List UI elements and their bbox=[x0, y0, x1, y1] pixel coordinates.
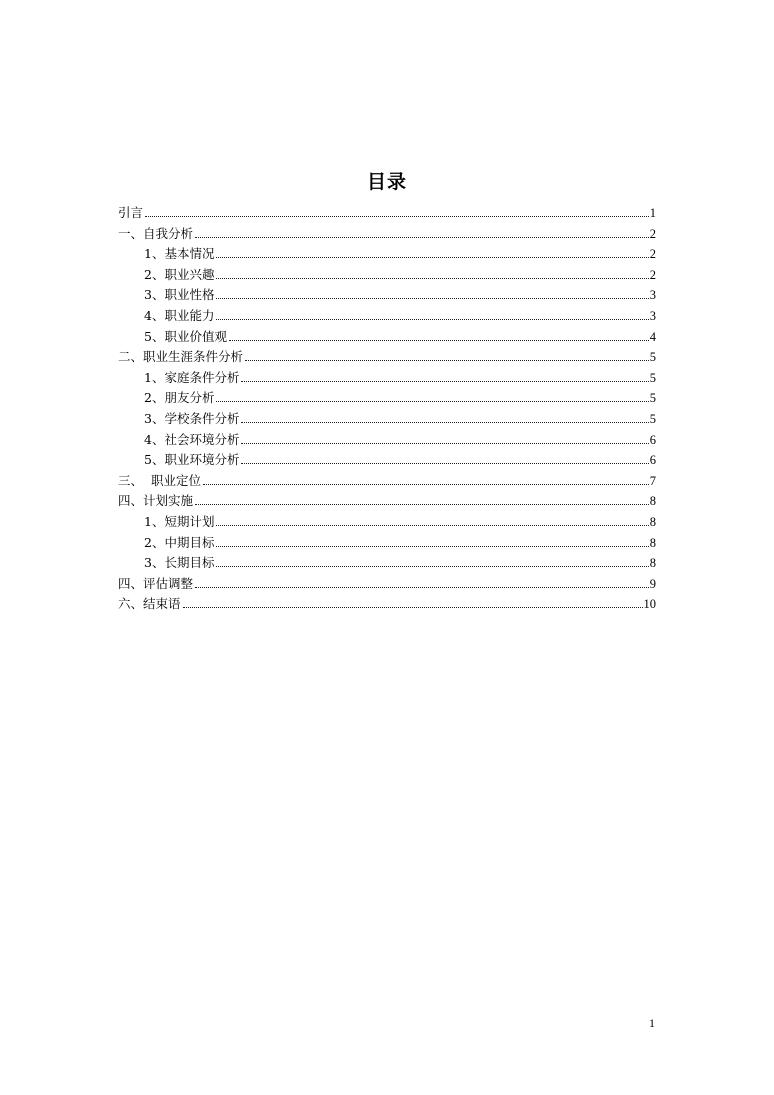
toc-entry-page: 3 bbox=[649, 288, 656, 303]
toc-entry-page: 2 bbox=[649, 267, 656, 282]
toc-entry[interactable] bbox=[118, 306, 656, 327]
toc-entry-label: 2、中期目标 bbox=[144, 534, 215, 550]
toc-dot-leader bbox=[229, 339, 649, 341]
toc-entry[interactable] bbox=[118, 594, 656, 615]
toc-dot-leader bbox=[216, 565, 648, 567]
toc-entry-label: 三、 职业定位 bbox=[118, 472, 201, 488]
toc-entry[interactable] bbox=[118, 327, 656, 348]
toc-dot-leader bbox=[241, 421, 648, 423]
toc-entry-page: 8 bbox=[649, 556, 656, 571]
toc-entry-page: 2 bbox=[649, 226, 656, 241]
toc-entry[interactable] bbox=[118, 553, 656, 574]
toc-entry-label: 四、评估调整 bbox=[118, 575, 194, 591]
toc-dot-leader bbox=[216, 400, 648, 402]
toc-entry-label: 引言 bbox=[118, 205, 144, 220]
toc-entry-page: 7 bbox=[649, 473, 656, 488]
toc-entry-label: 1、家庭条件分析 bbox=[144, 369, 240, 385]
toc-entry-label: 2、朋友分析 bbox=[144, 390, 215, 406]
toc-dot-leader bbox=[216, 524, 648, 526]
toc-dot-leader bbox=[241, 380, 648, 382]
toc-entry-page: 6 bbox=[649, 453, 656, 468]
toc-entry-page: 2 bbox=[649, 247, 656, 262]
toc-entry[interactable] bbox=[118, 244, 656, 265]
toc-entry[interactable] bbox=[118, 265, 656, 286]
toc-entry-page: 8 bbox=[649, 514, 656, 529]
toc-entry[interactable] bbox=[118, 430, 656, 451]
toc-entry[interactable] bbox=[118, 203, 656, 224]
toc-entry-label: 3、职业性格 bbox=[144, 287, 215, 303]
toc-entry-label: 四、计划实施 bbox=[118, 493, 194, 509]
toc-entry-label: 4、职业能力 bbox=[144, 307, 215, 323]
toc-entry[interactable] bbox=[118, 574, 656, 595]
toc-entry-label: 3、学校条件分析 bbox=[144, 410, 240, 426]
toc-dot-leader bbox=[195, 236, 649, 238]
toc-entry-label: 3、长期目标 bbox=[144, 555, 215, 571]
toc-entry-page: 5 bbox=[649, 411, 656, 426]
toc-entry[interactable] bbox=[118, 512, 656, 533]
toc-entry-page: 5 bbox=[649, 391, 656, 406]
toc-entry-page: 9 bbox=[649, 576, 656, 591]
toc-entry[interactable] bbox=[118, 491, 656, 512]
toc-entry-label: 六、结束语 bbox=[118, 596, 181, 612]
toc-entry-label: 1、短期计划 bbox=[144, 513, 215, 529]
toc-entry[interactable] bbox=[118, 450, 656, 471]
toc-entry-page: 5 bbox=[649, 370, 656, 385]
toc-entry-page: 3 bbox=[649, 308, 656, 323]
toc-dot-leader bbox=[216, 297, 648, 299]
toc-dot-leader bbox=[216, 277, 648, 279]
toc-entry[interactable] bbox=[118, 368, 656, 389]
toc-dot-leader bbox=[195, 586, 649, 588]
toc-dot-leader bbox=[195, 503, 649, 505]
toc-entry-label: 5、职业价值观 bbox=[144, 328, 227, 344]
table-of-contents bbox=[118, 203, 656, 615]
page-number: 1 bbox=[649, 1016, 655, 1030]
toc-dot-leader bbox=[245, 359, 649, 361]
toc-entry-label: 二、职业生涯条件分析 bbox=[118, 349, 244, 365]
page-title: 目录 bbox=[366, 171, 407, 193]
toc-entry[interactable] bbox=[118, 471, 656, 492]
toc-dot-leader bbox=[183, 606, 643, 608]
toc-entry[interactable] bbox=[118, 533, 656, 554]
toc-entry-label: 1、基本情况 bbox=[144, 246, 215, 262]
toc-entry[interactable] bbox=[118, 224, 656, 245]
toc-entry-label: 4、社会环境分析 bbox=[144, 431, 240, 447]
toc-entry-label: 一、自我分析 bbox=[118, 225, 194, 241]
toc-entry-label: 2、职业兴趣 bbox=[144, 266, 215, 282]
toc-entry[interactable] bbox=[118, 409, 656, 430]
toc-dot-leader bbox=[241, 462, 648, 464]
toc-dot-leader bbox=[216, 318, 648, 320]
toc-entry-page: 4 bbox=[649, 329, 656, 344]
toc-entry-page: 5 bbox=[649, 350, 656, 365]
toc-dot-leader bbox=[145, 215, 649, 217]
toc-entry-page: 8 bbox=[649, 494, 656, 509]
toc-entry[interactable] bbox=[118, 347, 656, 368]
toc-entry[interactable] bbox=[118, 285, 656, 306]
toc-entry-page: 8 bbox=[649, 535, 656, 550]
toc-entry-page: 6 bbox=[649, 432, 656, 447]
toc-entry-page: 10 bbox=[643, 597, 656, 612]
toc-dot-leader bbox=[216, 545, 648, 547]
toc-entry-page: 1 bbox=[649, 206, 656, 220]
toc-entry-label: 5、职业环境分析 bbox=[144, 452, 240, 468]
toc-dot-leader bbox=[203, 483, 649, 485]
toc-entry[interactable] bbox=[118, 388, 656, 409]
toc-dot-leader bbox=[241, 442, 648, 444]
toc-dot-leader bbox=[216, 256, 648, 258]
